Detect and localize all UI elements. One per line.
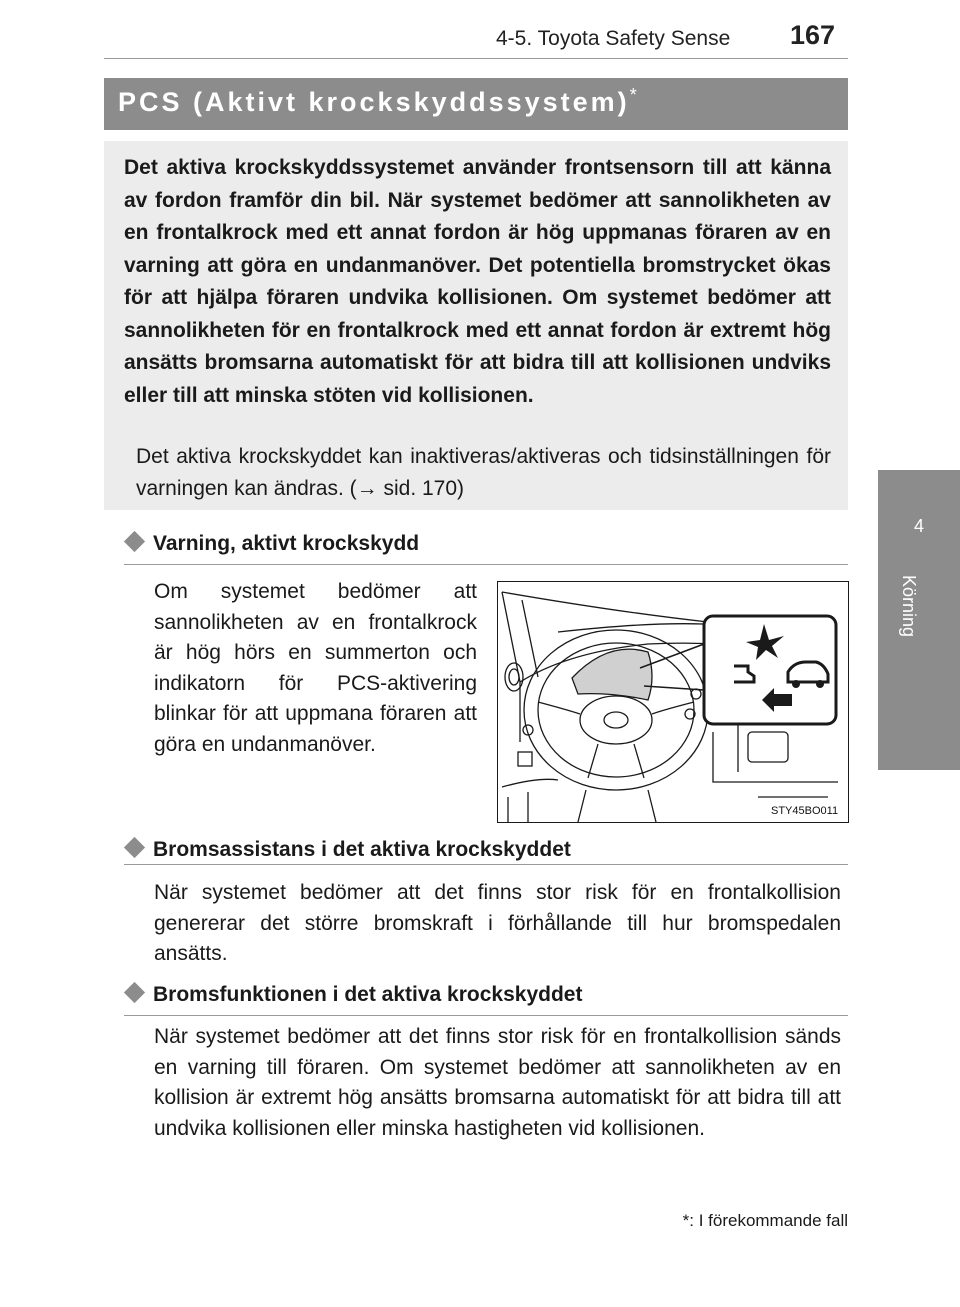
chapter-tab-label: Körning xyxy=(899,575,919,638)
footnote-marker: * xyxy=(629,85,637,105)
brake-function-description: När systemet bedömer att det finns stor risk för en frontalkollision sänds en varning till föraren. Om systemet bedömer att sannolikheten av en kollision är extremt hög ansätts bromsarna automatiskt för att bidra till att undvika kollisionen eller minska hastigheten vid kollisionen. xyxy=(154,1025,841,1140)
section-title-text: PCS (Aktivt krockskyddssystem) xyxy=(118,87,630,117)
header-divider xyxy=(104,58,848,59)
intro-note: Det aktiva krockskyddet kan inaktiveras/aktiveras och tidsinställningen för varningen kan ändras. (→ sid. 170) xyxy=(136,445,831,500)
brake-assist-description: När systemet bedömer att det finns stor risk för en frontalkollision genererar det större bromskraft i förhållande till hur bromspedalen ansätts. xyxy=(154,881,841,965)
section-header: 4-5. Toyota Safety Sense xyxy=(496,27,731,50)
section-title xyxy=(118,85,637,118)
subheading-warning xyxy=(124,532,419,556)
subheading-warning-text: Varning, aktivt krockskydd xyxy=(153,532,420,555)
page-number: 167 xyxy=(790,20,836,50)
steering-wheel-dashboard-drawing xyxy=(498,582,848,822)
subheading-divider xyxy=(124,864,848,865)
diamond-bullet-icon xyxy=(124,837,145,858)
warning-description: Om systemet bedömer att sannolikheten av en frontalkrock är hög hörs en summerton och indikatorn för PCS-aktivering blinkar för att uppmana föraren att göra en undanmanöver. xyxy=(154,580,477,756)
chapter-tab-number: 4 xyxy=(913,516,924,536)
dashboard-illustration xyxy=(497,581,849,823)
diamond-bullet-icon xyxy=(124,531,145,552)
subheading-divider xyxy=(124,1015,848,1016)
subheading-brake-function xyxy=(124,983,582,1007)
subheading-brake-function-text: Bromsfunktionen i det aktiva krockskyddet xyxy=(153,983,583,1006)
illustration-code: STY45BO011 xyxy=(771,805,839,817)
subheading-brake-assist-text: Bromsassistans i det aktiva krockskyddet xyxy=(153,838,571,861)
subheading-brake-assist xyxy=(124,838,571,862)
intro-summary: Det aktiva krockskyddssystemet använder frontsensorn till att känna av fordon framför din bil. När systemet bedömer att sannolikheten av en frontalkrock med ett annat fordon är hög uppmanas föraren av en varning att göra en undanmanöver. Det potentiella bromstrycket ökas för att hjälpa föraren undvika kollisionen. Om systemet bedömer att sannolikheten för en frontalkrock med ett annat fordon är extremt hög ansätts bromsarna automatiskt för att bidra till att kollisionen undviks eller till att minska stöten vid kollisionen. xyxy=(124,156,831,407)
footnote: *: I förekommande fall xyxy=(682,1211,848,1230)
diamond-bullet-icon xyxy=(124,982,145,1003)
chapter-tab xyxy=(878,470,960,770)
subheading-divider xyxy=(124,564,848,565)
